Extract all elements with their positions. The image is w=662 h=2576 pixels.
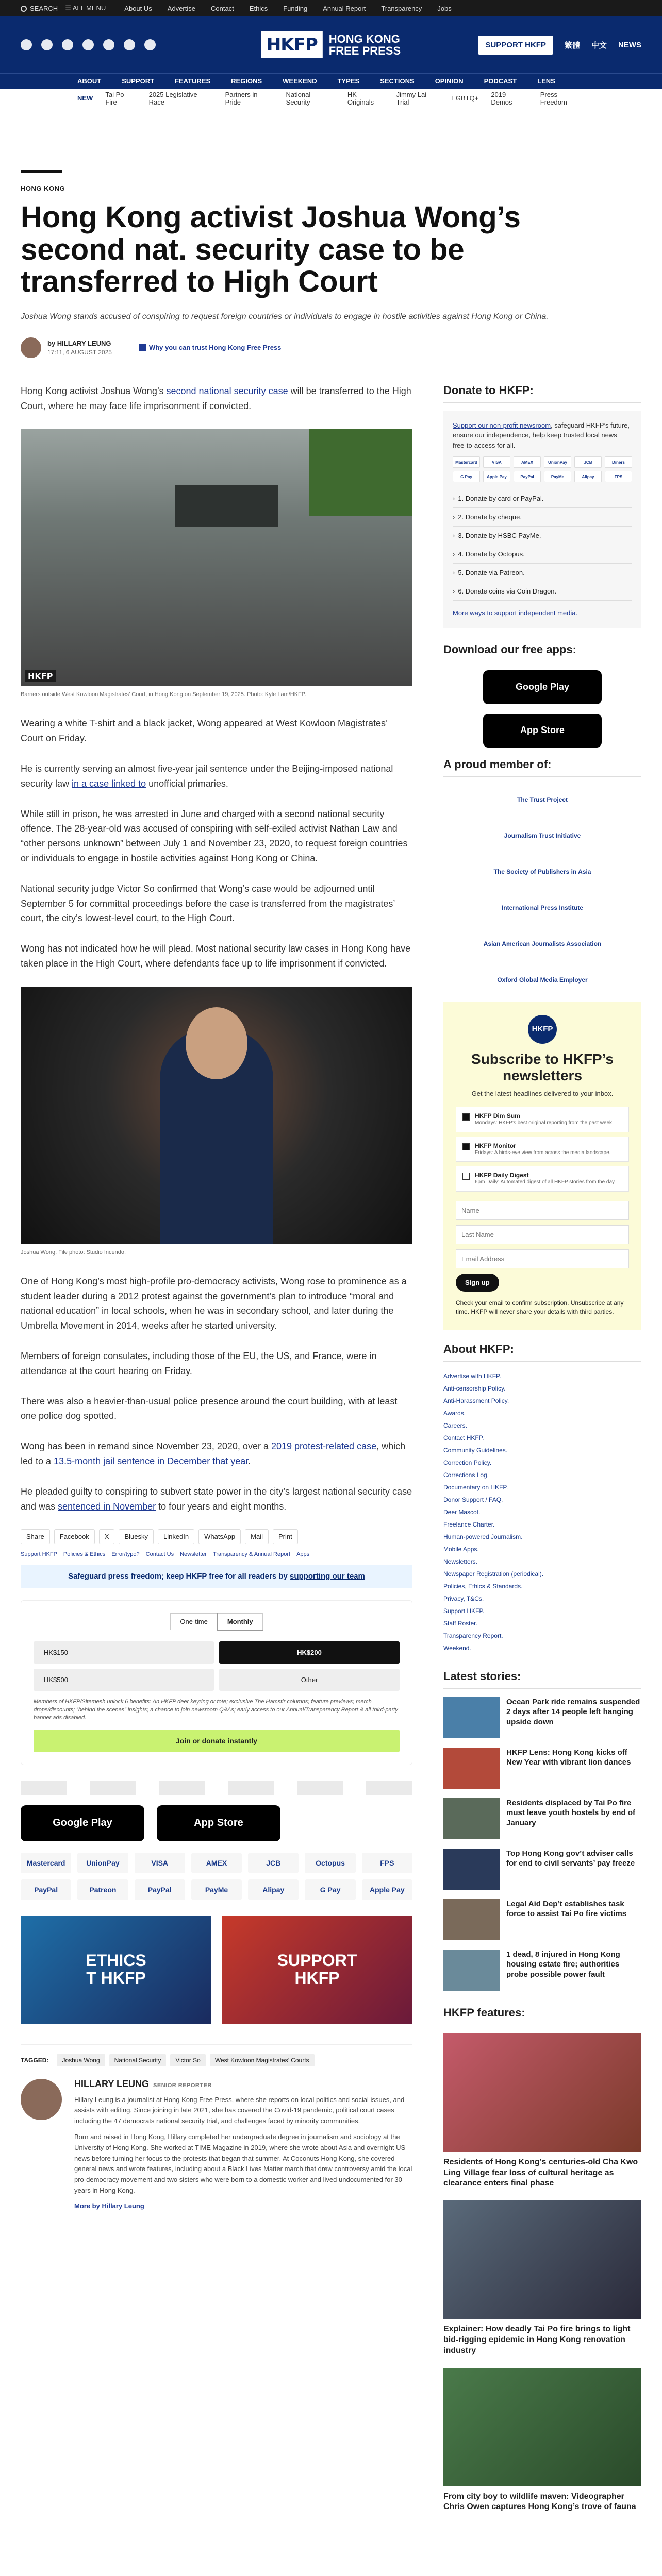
card-logo: PayPal — [514, 471, 541, 482]
author-bio: Hillary Leung is a journalist at Hong Kong Free Press, where she reports on local politics and social issues, and assists with editing. Since joining in late 2021, she has covered the Covid-19 pandemic, political court cases including the 47 democrats national security trial, and challenges faced by minority communities. — [74, 2095, 405, 2125]
article-category[interactable]: HONG KONG — [21, 184, 65, 192]
social-links — [21, 39, 156, 50]
latest-heading: Latest stories: — [443, 1670, 641, 1689]
latest-story[interactable]: Residents displaced by Tai Po fire must leave youth hostels by end of January — [443, 1798, 641, 1839]
feature-image — [443, 2200, 641, 2319]
trending-item[interactable]: Jimmy Lai Trial — [396, 90, 427, 106]
about-link[interactable]: Transparency Report. — [443, 1632, 503, 1639]
about-heading: About HKFP: — [443, 1343, 641, 1362]
all-menu-link[interactable]: ☰ ALL MENU — [65, 4, 106, 12]
paragraph: Wong has not indicated how he will plead. Most national security law cases in Hong Kong have taken place in the High Court, where defendants face up to life imprisonment if convicted. — [21, 943, 411, 969]
member-logo-jti[interactable]: Journalism Trust Initiative — [504, 832, 581, 839]
paragraph: National security judge Victor So confirmed that Wong’s case would be adjourned until September 5 for committal proceedings before the case is transferred from the magistrates’ court, the city’s lowest-level court, to the High Court. — [21, 883, 395, 924]
article-title: Hong Kong activist Joshua Wong’s second nat. security case to be transferred to High Court — [21, 200, 521, 299]
payment-logo: Octopus — [305, 1853, 355, 1873]
linkedin-icon[interactable] — [103, 39, 114, 50]
post-links — [21, 1551, 412, 1557]
youtube-icon[interactable] — [124, 39, 135, 50]
logo-mark: HKFP — [261, 31, 323, 58]
top-link-jobs[interactable]: Jobs — [437, 4, 452, 12]
paragraph: There was also a heavier-than-usual police presence around the court building, with at least one police dog spotted. — [21, 1396, 398, 1421]
print-button[interactable]: Print — [273, 1529, 298, 1544]
payment-logo: UnionPay — [77, 1853, 128, 1873]
trending-item[interactable]: HK Originals — [347, 90, 374, 106]
newsletter-option[interactable]: HKFP Monitor Fridays: A birds-eye view from across the media landscape. — [456, 1137, 629, 1162]
inline-link[interactable]: sentenced in November — [58, 1501, 156, 1512]
about-link[interactable]: Mobile Apps. — [443, 1545, 479, 1553]
payment-logo: FPS — [362, 1853, 412, 1873]
paragraph: Members of foreign consulates, including those of the EU, the US, and France, were in attendance at the court hearing on Friday. — [21, 1351, 377, 1376]
newsletter-title: Subscribe to HKFP’s newsletters — [471, 1050, 614, 1084]
trending-item[interactable]: 2019 Demos — [491, 90, 512, 106]
trending-item[interactable]: Tai Po Fire — [105, 90, 124, 106]
member-logo-sopa[interactable]: The Society of Publishers in Asia — [493, 868, 591, 875]
donate-option[interactable]: › 1. Donate by card or PayPal. — [453, 489, 632, 508]
card-logo: Alipay — [574, 471, 602, 482]
frequency-toggle — [34, 1613, 400, 1630]
post-link[interactable]: Contact Us — [145, 1551, 174, 1558]
court-photo — [21, 429, 412, 686]
author-bio: Born and raised in Hong Kong, Hillary completed her undergraduate degree in journalism and sociology at the University of Hong Kong. She worked at TIME Magazine in 2019, where she wrote about Asia and overnight US news before turning her focus to the protests that began that summer. At Coconuts Hong Kong, she covered general news and wrote features, including about a Black Lives Matter march that drew controversy amid the local pro-democracy movement and two sisters who were born to a domestic worker and lived undocumented for 30 years in Hong Kong. — [74, 2132, 412, 2194]
menu-regions[interactable]: REGIONS — [231, 77, 262, 85]
chevron-right-icon: › — [453, 495, 455, 503]
member-badges-row — [21, 1781, 412, 1795]
logo-line-2: FREE PRESS — [328, 44, 401, 57]
support-hkfp-button[interactable]: SUPPORT HKFP — [478, 36, 553, 55]
one-time-tab[interactable]: One-time — [170, 1613, 217, 1630]
promo-row — [21, 1916, 412, 2024]
top-utility-bar — [0, 0, 662, 16]
top-link-transparency[interactable]: Transparency — [381, 4, 422, 12]
card-logo: AMEX — [514, 456, 541, 468]
menu-sections[interactable]: SECTIONS — [380, 77, 415, 85]
payment-logo: PayMe — [191, 1879, 242, 1900]
amount-option[interactable]: HK$500 — [34, 1669, 214, 1691]
menu-about[interactable]: ABOUT — [77, 77, 102, 85]
main-menu — [0, 73, 662, 89]
payment-logo: PayPal — [135, 1879, 185, 1900]
payment-methods — [21, 1853, 412, 1900]
paragraph: One of Hong Kong’s most high-profile pro-democracy activists, Wong rose to prominence as a student leader during a 2012 protest against the government’s plan to introduce “moral and national education” in local schools, when he was in secondary school, and later during the Umbrella Movement in 2014, weeks after he started university. — [21, 1276, 407, 1331]
more-ways-link[interactable]: More ways to support independent media. — [453, 609, 578, 617]
about-link[interactable]: Correction Policy. — [443, 1459, 492, 1466]
author-photo[interactable] — [21, 2079, 62, 2120]
menu-types[interactable]: TYPES — [337, 77, 360, 85]
payment-logo: Mastercard — [21, 1853, 71, 1873]
checkbox-checked[interactable] — [462, 1143, 470, 1150]
about-link[interactable]: Donor Support / FAQ. — [443, 1496, 503, 1503]
paragraph: Wearing a white T-shirt and a black jacket, Wong appeared at West Kowloon Magistrates’ Court on Friday. — [21, 718, 388, 744]
menu-weekend[interactable]: WEEKEND — [283, 77, 317, 85]
donate-widget — [21, 1600, 412, 1765]
donate-option[interactable]: › 6. Donate coins via Coin Dragon. — [453, 582, 632, 601]
top-link-funding[interactable]: Funding — [283, 4, 308, 12]
trending-item[interactable]: National Security — [286, 90, 311, 106]
email-input[interactable] — [456, 1249, 629, 1268]
joshua-wong-photo — [21, 987, 412, 1244]
latest-story[interactable]: Ocean Park ride remains suspended 2 days after 14 people left hanging upside down — [443, 1697, 641, 1738]
about-link[interactable]: Corrections Log. — [443, 1471, 489, 1479]
sidebar-google-play-button[interactable]: Google Play — [483, 670, 602, 704]
tag[interactable]: Victor So — [170, 2054, 205, 2066]
logo-line-1: HONG KONG — [328, 32, 400, 45]
member-badge[interactable] — [159, 1781, 205, 1795]
card-logo: G Pay — [453, 471, 480, 482]
sign-up-button[interactable]: Sign up — [456, 1274, 499, 1292]
paragraph: While still in prison, he was arrested in June and charged with a second national security offence. The 28-year-old was accused of conspiring with self-exiled activist Nathan Law and “other persons unknown” between July 1 and November 23, 2020, to request foreign countries or individuals to engage in hostile activities against Hong Kong or China. — [21, 808, 408, 864]
donate-option[interactable]: › 3. Donate by HSBC PayMe. — [453, 527, 632, 545]
support-team-link[interactable]: supporting our team — [290, 1572, 365, 1581]
sidebar-app-store-button[interactable]: App Store — [483, 714, 602, 748]
paragraph: Hong Kong activist Joshua Wong’s second national security case will be transferred to the High Court, where he may face life imprisonment if convicted. — [21, 385, 411, 411]
category-rule — [21, 170, 62, 173]
share-mail-button[interactable]: Mail — [245, 1529, 269, 1544]
latest-story[interactable]: Top Hong Kong gov’t adviser calls for end to civil servants’ pay freeze — [443, 1849, 641, 1890]
card-logo: JCB — [574, 456, 602, 468]
member-logo-trust-project[interactable]: The Trust Project — [517, 795, 568, 803]
about-link[interactable]: Policies, Ethics & Standards. — [443, 1582, 523, 1590]
story-thumbnail — [443, 1849, 500, 1890]
about-link[interactable]: Community Guidelines. — [443, 1446, 508, 1454]
card-logo: Diners — [605, 456, 632, 468]
instagram-icon[interactable] — [62, 39, 73, 50]
about-link[interactable]: Staff Roster. — [443, 1619, 477, 1627]
lang-chinese-link[interactable]: 中文 — [591, 41, 607, 50]
top-link-advertise[interactable]: Advertise — [167, 4, 195, 12]
news-link[interactable]: NEWS — [618, 40, 641, 49]
lang-traditional-link[interactable]: 繁體 — [564, 41, 580, 50]
latest-story[interactable]: Legal Aid Dep’t establishes task force to assist Tai Po fire victims — [443, 1899, 641, 1940]
apps-heading: Download our free apps: — [443, 643, 641, 662]
tag-list — [21, 2044, 412, 2066]
ethics-promo-video[interactable]: ETHICS T HKFP — [21, 1916, 211, 2024]
menu-features[interactable]: FEATURES — [175, 77, 211, 85]
share-bluesky-button[interactable]: Bluesky — [119, 1529, 154, 1544]
author-avatar[interactable] — [21, 337, 41, 358]
support-promo-video[interactable]: SUPPORT HKFP — [222, 1916, 412, 2024]
card-logo: Apple Pay — [483, 471, 510, 482]
article-excerpt: Joshua Wong stands accused of conspiring to request foreign countries or individuals to engage in hostile activities against Hong Kong or China. — [21, 312, 549, 321]
payment-logo: Patreon — [77, 1879, 128, 1900]
card-logo: VISA — [483, 456, 510, 468]
donate-option[interactable]: › 2. Donate by cheque. — [453, 508, 632, 527]
support-newsroom-link[interactable]: Support our non-profit newsroom — [453, 421, 551, 429]
story-thumbnail — [443, 1798, 500, 1839]
newsletter-option[interactable]: HKFP Daily Digest 6pm Daily: Automated digest of all HKFP stories from the day. — [456, 1166, 629, 1192]
photo-caption: Barriers outside West Kowloon Magistrates’ Court, in Hong Kong on September 19, 2025. Photo: Kyle Lam/HKFP. — [21, 691, 306, 698]
about-link[interactable]: Human-powered Journalism. — [443, 1533, 523, 1540]
share-x-button[interactable]: X — [99, 1529, 115, 1544]
post-link[interactable]: Policies & Ethics — [63, 1551, 106, 1558]
monthly-tab[interactable]: Monthly — [218, 1613, 263, 1630]
about-link[interactable]: Weekend. — [443, 1644, 471, 1652]
member-badge[interactable] — [90, 1781, 136, 1795]
payment-logo: VISA — [135, 1853, 185, 1873]
top-link-ethics[interactable]: Ethics — [249, 4, 268, 12]
feature-image — [443, 2368, 641, 2486]
newsletter-note: Check your email to confirm subscription. Unsubscribe at any time. HKFP will never share your details with third parties. — [456, 1299, 624, 1316]
donate-benefits-note: Members of HKFP/Sitemesh unlock 6 benefits: An HKFP deer keyring or tote; exclusive The Hamstir columns; feature previews; merch drops/discounts; “behind the scenes” insights; a chance to join newsroom Q&As; early access to our Annual/Transparency Report & all third-party banner ads disabled. — [34, 1699, 398, 1721]
feature-story[interactable]: Residents of Hong Kong’s centuries-old Cha Kwo Ling Village fear loss of cultural heritage as clearance enters final phase — [443, 2033, 641, 2189]
photo-caption: Joshua Wong. File photo: Studio Incendo. — [21, 1249, 126, 1256]
newsletter-description: Get the latest headlines delivered to your inbox. — [471, 1090, 614, 1098]
search-link[interactable]: SEARCH — [21, 5, 58, 12]
feature-story[interactable]: Explainer: How deadly Tai Po fire brings to light bid-rigging epidemic in Hong Kong renovation industry — [443, 2200, 641, 2356]
top-link-contact[interactable]: Contact — [210, 4, 234, 12]
tag[interactable]: Joshua Wong — [57, 2054, 105, 2066]
top-link-annual-report[interactable]: Annual Report — [323, 4, 366, 12]
chevron-right-icon: › — [453, 532, 455, 540]
author-name[interactable]: by HILLARY LEUNG — [47, 339, 111, 347]
story-thumbnail — [443, 1697, 500, 1738]
card-logos — [453, 456, 632, 482]
trending-item[interactable]: Press Freedom — [540, 90, 567, 106]
author-role: SENIOR REPORTER — [153, 2082, 212, 2089]
author-box — [21, 2079, 412, 2211]
share-whatsapp-button[interactable]: WhatsApp — [198, 1529, 241, 1544]
post-link[interactable]: Support HKFP — [21, 1551, 57, 1558]
newsletter-logo: HKFP — [528, 1015, 557, 1044]
rss-icon[interactable] — [144, 39, 156, 50]
inline-link[interactable]: in a case linked to — [72, 778, 146, 789]
about-link[interactable]: Newspaper Registration (periodical). — [443, 1570, 544, 1578]
member-badge[interactable] — [228, 1781, 274, 1795]
about-link[interactable]: Deer Mascot. — [443, 1508, 481, 1516]
amount-option-selected[interactable]: HK$200 — [219, 1641, 400, 1664]
x-icon[interactable] — [41, 39, 53, 50]
more-by-author-link[interactable]: More by Hillary Leung — [74, 2201, 144, 2210]
chevron-right-icon: › — [453, 550, 455, 558]
menu-support[interactable]: SUPPORT — [122, 77, 155, 85]
post-link[interactable]: Newsletter — [180, 1551, 207, 1558]
about-link[interactable]: Freelance Charter. — [443, 1520, 495, 1528]
chevron-right-icon: › — [453, 569, 455, 577]
share-linkedin-button[interactable]: LinkedIn — [158, 1529, 194, 1544]
about-link[interactable]: Awards. — [443, 1409, 466, 1417]
share-button[interactable]: Share — [21, 1529, 50, 1544]
trending-item[interactable]: LGBTQ+ — [452, 94, 479, 102]
safeguard-banner: Safeguard press freedom; keep HKFP free for all readers by supporting our team — [21, 1565, 412, 1588]
about-link[interactable]: Privacy, T&Cs. — [443, 1595, 484, 1602]
publish-date: 17:11, 6 AUGUST 2025 — [47, 348, 112, 356]
newsletter-option[interactable]: HKFP Dim Sum Mondays: HKFP’s best original reporting from the past week. — [456, 1107, 629, 1132]
last-name-input[interactable] — [456, 1225, 629, 1244]
sidebar — [443, 384, 641, 2524]
share-bar — [21, 1529, 412, 1544]
member-heading: A proud member of: — [443, 758, 641, 777]
member-logo-oxford[interactable]: Oxford Global Media Employer — [497, 976, 588, 984]
article-body — [21, 384, 412, 2524]
app-store-button[interactable]: App Store — [157, 1805, 280, 1841]
share-facebook-button[interactable]: Facebook — [54, 1529, 95, 1544]
paragraph: Wong has been in remand since November 23, 2020, over a 2019 protest-related case, which led to a 13.5-month jail sentence in December that year. — [21, 1441, 406, 1466]
site-logo[interactable] — [261, 31, 401, 58]
join-donate-button[interactable]: Join or donate instantly — [34, 1730, 400, 1752]
about-link[interactable]: Newsletters. — [443, 1557, 478, 1565]
amount-options — [34, 1641, 400, 1691]
member-logo-ipi[interactable]: International Press Institute — [501, 904, 584, 911]
first-name-input[interactable] — [456, 1201, 629, 1220]
story-thumbnail — [443, 1748, 500, 1789]
checkbox-unchecked[interactable] — [462, 1173, 470, 1180]
card-logo: Mastercard — [453, 456, 480, 468]
about-link[interactable]: Documentary on HKFP. — [443, 1483, 508, 1491]
card-logo: UnionPay — [544, 456, 571, 468]
author-box-name[interactable]: HILLARY LEUNG — [74, 2078, 150, 2089]
donate-heading: Donate to HKFP: — [443, 384, 641, 403]
top-link-about[interactable]: About Us — [124, 4, 152, 12]
payment-logo: PayPal — [21, 1879, 71, 1900]
card-logo: FPS — [605, 471, 632, 482]
newsletter-signup — [443, 1002, 641, 1330]
site-header — [0, 16, 662, 73]
post-link[interactable]: Transparency & Annual Report — [213, 1551, 291, 1558]
menu-lens[interactable]: LENS — [537, 77, 555, 85]
about-link[interactable]: Contact HKFP. — [443, 1434, 484, 1442]
search-icon — [21, 6, 27, 12]
threads-icon[interactable] — [82, 39, 94, 50]
donate-option[interactable]: › 4. Donate by Octopus. — [453, 545, 632, 564]
photo-sign — [175, 485, 278, 527]
trending-item[interactable]: 2025 Legislative Race — [148, 90, 197, 106]
chevron-right-icon: › — [453, 587, 455, 596]
payment-logo: AMEX — [191, 1853, 242, 1873]
payment-logo: JCB — [248, 1853, 299, 1873]
chevron-right-icon: › — [453, 513, 455, 521]
photo-head — [186, 1007, 247, 1079]
inline-link[interactable]: 2019 protest-related case — [271, 1441, 377, 1452]
photo-tree — [309, 429, 412, 516]
about-link[interactable]: Advertise with HKFP. — [443, 1372, 501, 1380]
amount-other[interactable]: Other — [219, 1669, 400, 1691]
member-badge[interactable] — [21, 1781, 67, 1795]
feature-image — [443, 2033, 641, 2152]
feature-story[interactable]: From city boy to wildlife maven: Videographer Chris Owen captures Hong Kong’s trove of fauna — [443, 2368, 641, 2513]
facebook-icon[interactable] — [21, 39, 32, 50]
trust-link[interactable]: Why you can trust Hong Kong Free Press — [139, 344, 281, 351]
payment-logo: Alipay — [248, 1879, 299, 1900]
menu-podcast[interactable]: PODCAST — [484, 77, 517, 85]
about-link[interactable]: Careers. — [443, 1421, 468, 1429]
trending-bar — [0, 89, 662, 108]
inline-link[interactable]: 13.5-month jail sentence in December that year — [54, 1456, 249, 1466]
inline-link[interactable]: second national security case — [166, 385, 288, 396]
donate-option[interactable]: › 5. Donate via Patreon. — [453, 564, 632, 582]
about-link[interactable]: Support HKFP. — [443, 1607, 485, 1615]
photo-watermark: HKFP — [25, 670, 56, 682]
member-badge[interactable] — [297, 1781, 343, 1795]
post-link[interactable]: Apps — [296, 1551, 310, 1558]
paragraph: He pleaded guilty to conspiring to subvert state power in the city’s largest national security case and was sentenced in November to four years and eight months. — [21, 1486, 412, 1512]
about-link[interactable]: Anti-Harassment Policy. — [443, 1397, 509, 1404]
member-logo-aaja[interactable]: Asian American Journalists Association — [483, 940, 602, 947]
donate-panel: Support our non-profit newsroom, safeguard HKFP’s future, ensure our independence, help keep trusted local news free-to-access for all. Mastercard VISA AMEX UnionPay JCB Diners G Pay Apple Pay PayPal PayMe Alipay FPS › 1. Donate by card or PayPal. › 2. Donate by cheque. › 3. Donate by HSBC PayMe. › 4. Donate by Octopus. › 5. Donate via Patreon. › 6. Donate coins via Coin Dragon. More ways to support independent media. — [443, 411, 641, 628]
amount-option[interactable]: HK$150 — [34, 1641, 214, 1664]
about-link[interactable]: Anti-censorship Policy. — [443, 1384, 506, 1392]
tag[interactable]: West Kowloon Magistrates’ Courts — [210, 2054, 315, 2066]
about-links — [443, 1370, 641, 1654]
tags-label: TAGGED: — [21, 2056, 49, 2064]
checkbox-checked[interactable] — [462, 1113, 470, 1121]
member-badge[interactable] — [366, 1781, 412, 1795]
paragraph: He is currently serving an almost five-year jail sentence under the Beijing-imposed national security law in a case linked to unofficial primaries. — [21, 764, 393, 789]
story-thumbnail — [443, 1950, 500, 1991]
byline — [21, 337, 641, 358]
latest-story[interactable]: HKFP Lens: Hong Kong kicks off New Year with vibrant lion dances — [443, 1748, 641, 1789]
card-logo: PayMe — [544, 471, 571, 482]
tag[interactable]: National Security — [109, 2054, 167, 2066]
payment-logo: Apple Pay — [362, 1879, 412, 1900]
latest-story[interactable]: 1 dead, 8 injured in Hong Kong housing estate fire; authorities probe possible power fault — [443, 1950, 641, 1991]
google-play-button[interactable]: Google Play — [21, 1805, 144, 1841]
trending-label: NEW — [77, 94, 93, 102]
app-store-row — [21, 1805, 412, 1841]
story-thumbnail — [443, 1899, 500, 1940]
features-heading: HKFP features: — [443, 2006, 641, 2025]
post-link[interactable]: Error/typo? — [111, 1551, 140, 1558]
trust-icon — [139, 344, 146, 351]
trending-item[interactable]: Partners in Pride — [225, 90, 258, 106]
menu-opinion[interactable]: OPINION — [435, 77, 464, 85]
payment-logo: G Pay — [305, 1879, 355, 1900]
